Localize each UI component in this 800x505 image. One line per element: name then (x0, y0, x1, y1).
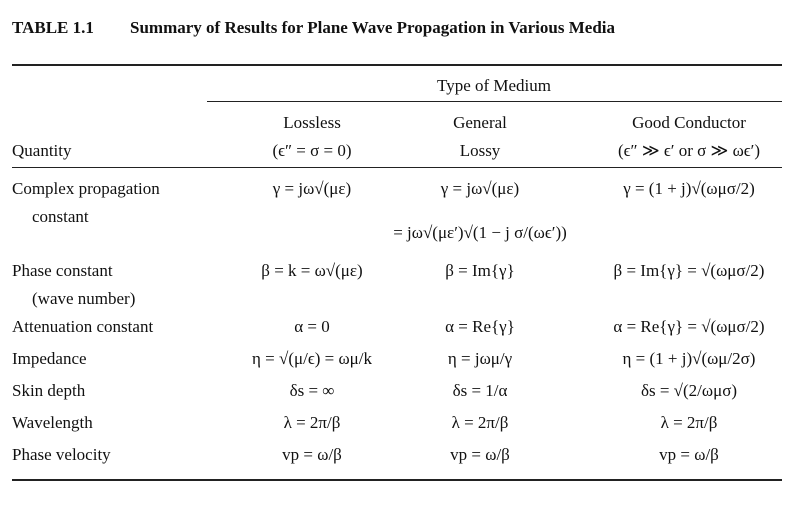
cell-attenuation-conductor: α = Re{γ} = √(ωμσ/2) (613, 317, 765, 336)
cell-skin-depth-lossy: δs = 1/α (452, 381, 508, 400)
cell-attenuation-lossy: α = Re{γ} (445, 317, 515, 336)
cell-phase-lossy: β = Im{γ} (445, 261, 515, 280)
cell-phase-velocity-conductor: vp = ω/β (659, 445, 719, 464)
cell-wavelength-lossy: λ = 2π/β (451, 413, 509, 432)
cell-phase-velocity-lossless: vp = ω/β (282, 445, 342, 464)
table-title: Summary of Results for Plane Wave Propagation in Various Media (130, 18, 615, 37)
row-label-wavelength: Wavelength (12, 413, 93, 432)
cell-skin-depth-lossless: δs = ∞ (289, 381, 335, 400)
row-label-attenuation: Attenuation constant (12, 317, 154, 336)
cell-propagation-lossy-2: = jω√(με′)√(1 − j σ/(ωϵ′)) (393, 223, 567, 242)
cell-phase-velocity-lossy: vp = ω/β (450, 445, 510, 464)
header-rule (12, 167, 782, 168)
cell-propagation-lossless: γ = jω√(με) (272, 179, 352, 198)
cell-wavelength-lossless: λ = 2π/β (283, 413, 341, 432)
col-header-general: General (453, 113, 507, 132)
row-label-phase-velocity: Phase velocity (12, 445, 111, 464)
cell-propagation-lossy: γ = jω√(με) (440, 179, 520, 198)
col-header-conductor-condition: (ϵ″ ≫ ϵ′ or σ ≫ ωϵ′) (617, 141, 761, 160)
row-label-impedance: Impedance (12, 349, 87, 368)
cell-skin-depth-conductor: δs = √(2/ωμσ) (640, 381, 738, 400)
row-label-phase-constant: Phase constant (12, 261, 113, 280)
cell-impedance-conductor: η = (1 + j)√(ωμ/2σ) (622, 349, 756, 368)
row-label-skin-depth: Skin depth (12, 381, 86, 400)
col-header-lossless: Lossless (283, 113, 341, 132)
col-header-lossless-condition: (ϵ″ = σ = 0) (272, 141, 352, 160)
cell-phase-conductor: β = Im{γ} = √(ωμσ/2) (613, 261, 765, 280)
col-header-quantity: Quantity (12, 141, 72, 160)
row-label-propagation: Complex propagation (12, 179, 160, 198)
cell-impedance-lossless: η = √(μ/ϵ) = ωμ/k (252, 349, 372, 368)
cell-wavelength-conductor: λ = 2π/β (660, 413, 718, 432)
cell-propagation-conductor: γ = (1 + j)√(ωμσ/2) (623, 179, 755, 198)
top-rule (12, 64, 782, 66)
table-number: TABLE 1.1 (12, 18, 94, 37)
cell-phase-lossless: β = k = ω√(με) (261, 261, 363, 280)
cell-impedance-lossy: η = jωμ/γ (447, 349, 513, 368)
spanner-heading: Type of Medium (436, 76, 552, 95)
bottom-rule (12, 479, 782, 481)
cell-attenuation-lossless: α = 0 (294, 317, 330, 336)
col-header-lossy: Lossy (459, 141, 501, 160)
spanner-rule (207, 101, 782, 102)
row-label-propagation-2: constant (32, 207, 89, 226)
table-caption (12, 18, 615, 38)
col-header-good-conductor: Good Conductor (632, 113, 746, 132)
row-label-phase-constant-2: (wave number) (32, 289, 136, 308)
